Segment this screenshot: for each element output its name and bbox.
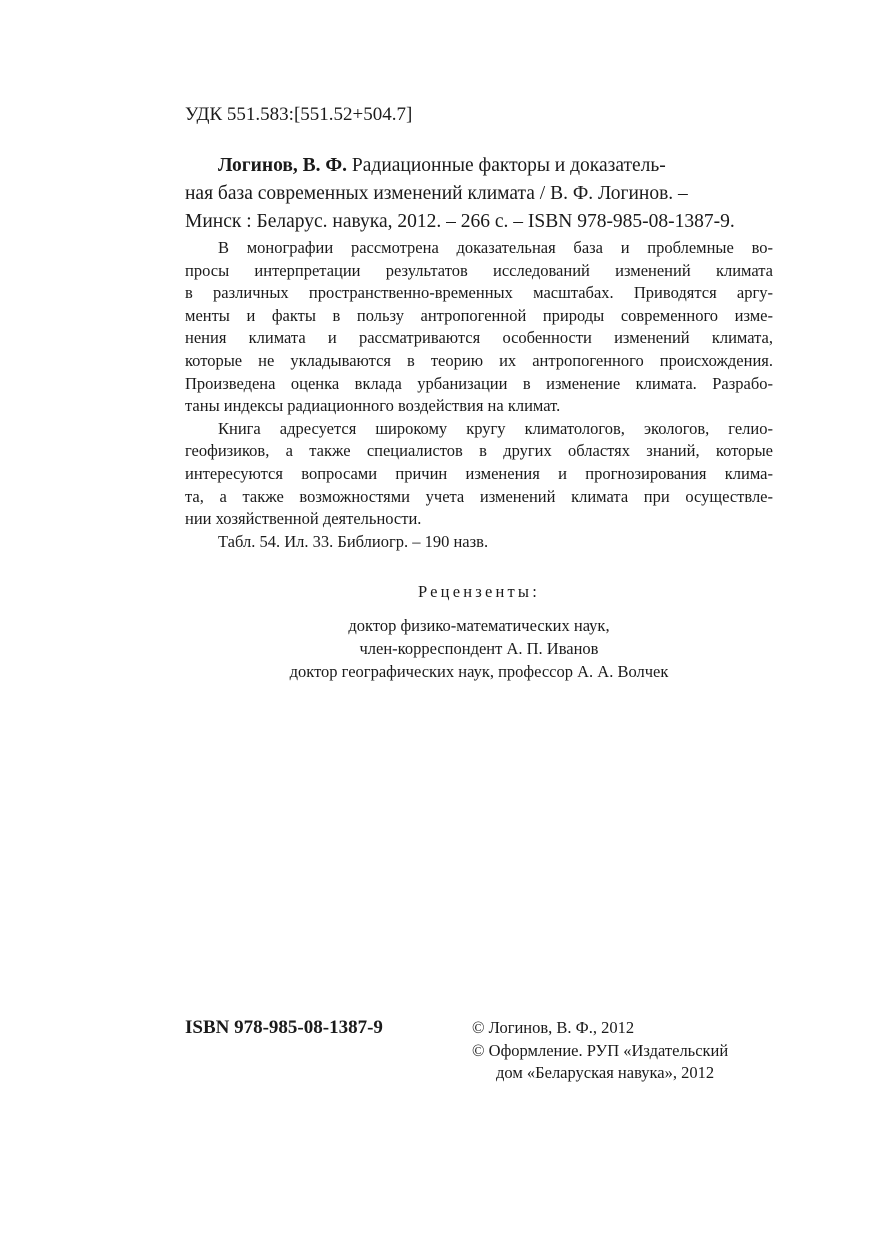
annotation-line: нения климата и рассматриваются особенности изменений климата, [185,328,773,348]
annotation-line: Произведена оценка вклада урбанизации в изменение климата. Разрабо- [185,373,773,393]
annotation-line: нии хозяйственной деятельности. [185,509,422,529]
udc-classification: УДК 551.583:[551.52+504.7] [185,104,413,125]
annotation-line: которые не укладываются в теорию их антропогенного происхождения. [185,350,773,370]
annotation-line: геофизиков, а также специалистов в других областях знаний, которые [185,441,773,461]
copyright-notice [472,1017,728,1085]
reviewers-heading: Рецензенты: [417,582,541,601]
annotation-line: В монографии рассмотрена доказательная база и проблемные во- [218,238,773,257]
copyright-line: дом «Беларуская навука», 2012 [496,1063,715,1083]
reviewers-list [0,614,875,683]
annotation-line: таны индексы радиационного воздействия на климат. [185,396,561,416]
annotation-line: просы интерпретации результатов исследований изменений климата [185,260,773,280]
annotation [185,237,773,553]
tables-figures-count: Табл. 54. Ил. 33. Библиогр. – 190 назв. [218,531,489,551]
copyright-line: © Оформление. РУП «Издательский [472,1040,729,1060]
author-name: Логинов, В. Ф. [218,155,348,176]
biblio-line-1 [218,152,735,180]
biblio-line-3: Минск : Беларус. навука, 2012. – 266 с. – ISBN 978-985-08-1387-9. [185,211,735,232]
reviewer-line: доктор географических наук, профессор А. А. Волчек [289,662,669,681]
title-start: Радиационные факторы и доказатель- [347,155,666,176]
annotation-line: менты и факты в пользу антропогенной природы современного изме- [185,305,773,325]
isbn: ISBN 978-985-08-1387-9 [185,1017,383,1038]
annotation-line: интересуются вопросами причин изменения и прогнозирования клима- [185,463,773,483]
annotation-line: та, а также возможностями учета изменений климата при осуществле- [185,486,773,506]
reviewer-line: доктор физико-математических наук, [348,616,610,635]
bibliographic-record [185,152,735,236]
annotation-line: Книга адресуется широкому кругу климатологов, экологов, гелио- [218,418,773,438]
reviewer-line: член-корреспондент А. П. Иванов [359,639,599,658]
copyright-line: © Логинов, В. Ф., 2012 [472,1018,635,1037]
annotation-line: в различных пространственно-временных масштабах. Приводятся аргу- [185,283,773,303]
biblio-line-2: ная база современных изменений климата / В. Ф. Логинов. – [185,183,688,204]
